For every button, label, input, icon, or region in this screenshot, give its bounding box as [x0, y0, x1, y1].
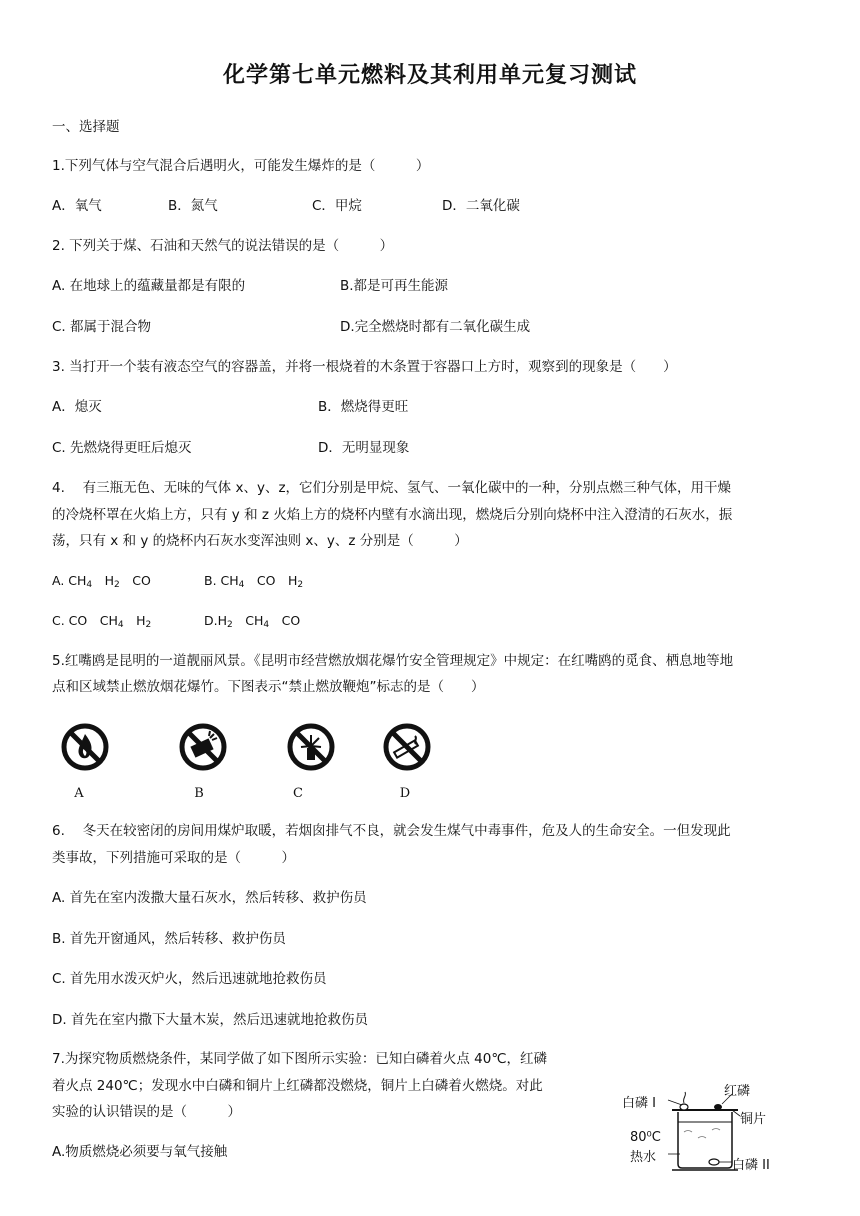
q4-option-c: C. CO $CH_4$ $H_2$ — [52, 613, 152, 630]
question-7-line-2: 着火点 240℃；发现水中白磷和铜片上红磷都没燃烧，铜片上白磷着火燃烧。对此 — [52, 1078, 543, 1094]
no-smoking-sign-icon — [382, 722, 432, 772]
q3-option-a: A．熄灭 — [52, 399, 102, 415]
question-6-line-2: 类事故，下列措施可采取的是（ ） — [52, 850, 295, 866]
q2-option-b: B.都是可再生能源 — [340, 278, 449, 294]
question-6-line-1: 6. 冬天在较密闭的房间用煤炉取暖，若烟囱排气不良，就会发生煤气中毒事件，危及人的生命安全。一但发现此 — [52, 823, 731, 839]
question-2-stem: 2. 下列关于煤、石油和天然气的说法错误的是（ ） — [52, 238, 394, 254]
no-fireworks-sign-icon — [286, 722, 336, 772]
q2-option-c: C. 都属于混合物 — [52, 319, 152, 335]
no-firecrackers-sign-icon — [178, 722, 228, 772]
q4-option-b: B. $CH_4$ CO $H_2$ — [204, 573, 304, 590]
label-temperature: 80⁰C — [630, 1130, 661, 1145]
sign-label-b: B — [194, 786, 204, 801]
q6-option-d: D. 首先在室内撒下大量木炭，然后迅速就地抢救伤员 — [52, 1012, 368, 1028]
label-hot-water: 热水 — [630, 1150, 657, 1165]
q6-option-a: A. 首先在室内泼撒大量石灰水，然后转移、救护伤员 — [52, 890, 367, 906]
question-7-line-3: 实验的认识错误的是（ ） — [52, 1104, 241, 1120]
label-white-phosphorus-2: 白磷 II — [732, 1158, 770, 1173]
q4-option-d: $D.H_2$ $CH_4$ CO — [204, 613, 301, 630]
question-4-line-2: 的冷烧杯罩在火焰上方，只有 y 和 z 火焰上方的烧杯内壁有水滴出现，燃烧后分别向烧杯中注入澄清的石灰水，振 — [52, 507, 733, 523]
q3-option-d: D．无明显现象 — [318, 440, 410, 456]
q2-option-d: D.完全燃烧时都有二氧化碳生成 — [340, 319, 531, 335]
page-title: 化学第七单元燃料及其利用单元复习测试 — [222, 63, 637, 88]
q3-option-b: B．燃烧得更旺 — [318, 399, 409, 415]
experiment-apparatus-figure — [620, 1068, 800, 1178]
question-4-line-3: 荡，只有 x 和 y 的烧杯内石灰水变浑浊则 x、y、z 分别是（ ） — [52, 533, 468, 549]
prohibition-signs — [0, 716, 860, 806]
q2-option-a: A. 在地球上的蕴藏量都是有限的 — [52, 278, 246, 294]
section-heading: 一、选择题 — [52, 119, 120, 135]
q1-option-d: D．二氧化碳 — [442, 198, 520, 214]
q1-option-c: C．甲烷 — [312, 198, 362, 214]
q6-option-b: B. 首先开窗通风，然后转移、救护伤员 — [52, 931, 286, 947]
question-1-stem: 1.下列气体与空气混合后遇明火，可能发生爆炸的是（ ） — [52, 158, 430, 174]
question-5-line-1: 5.红嘴鸥是昆明的一道靓丽风景。《昆明市经营燃放烟花爆竹安全管理规定》中规定：在红嘴鸥的觅食、栖息地等地 — [52, 653, 734, 669]
q1-option-a: A．氧气 — [52, 198, 102, 214]
q3-option-c: C. 先燃烧得更旺后熄灭 — [52, 440, 192, 456]
sign-label-d: D — [399, 786, 411, 801]
q7-option-a: A.物质燃烧必须要与氧气接触 — [52, 1144, 228, 1160]
q4-option-a: A. $CH_4$ $H_2$ CO — [52, 573, 151, 590]
sign-label-a: A — [74, 786, 84, 801]
question-5-line-2: 点和区域禁止燃放烟花爆竹。下图表示“禁止燃放鞭炮”标志的是（ ） — [52, 679, 485, 695]
sign-label-c: C — [293, 786, 303, 801]
q6-option-c: C. 首先用水泼灭炉火，然后迅速就地抢救伤员 — [52, 971, 327, 987]
question-3-stem: 3. 当打开一个装有液态空气的容器盖，并将一根烧着的木条置于容器口上方时，观察到的现象是（ ） — [52, 359, 677, 375]
question-4-line-1: 4. 有三瓶无色、无味的气体 x、y、z，它们分别是甲烷、氢气、一氧化碳中的一种，分别点燃三种气体，用干燥 — [52, 480, 732, 496]
label-red-phosphorus: 红磷 — [724, 1084, 751, 1099]
question-7-line-1: 7.为探究物质燃烧条件，某同学做了如下图所示实验：已知白磷着火点 40℃，红磷 — [52, 1051, 548, 1067]
q1-option-b: B．氮气 — [168, 198, 218, 214]
label-copper-plate: 铜片 — [740, 1112, 767, 1127]
no-fire-sign-icon — [60, 722, 110, 772]
label-white-phosphorus-1: 白磷 I — [622, 1096, 656, 1111]
